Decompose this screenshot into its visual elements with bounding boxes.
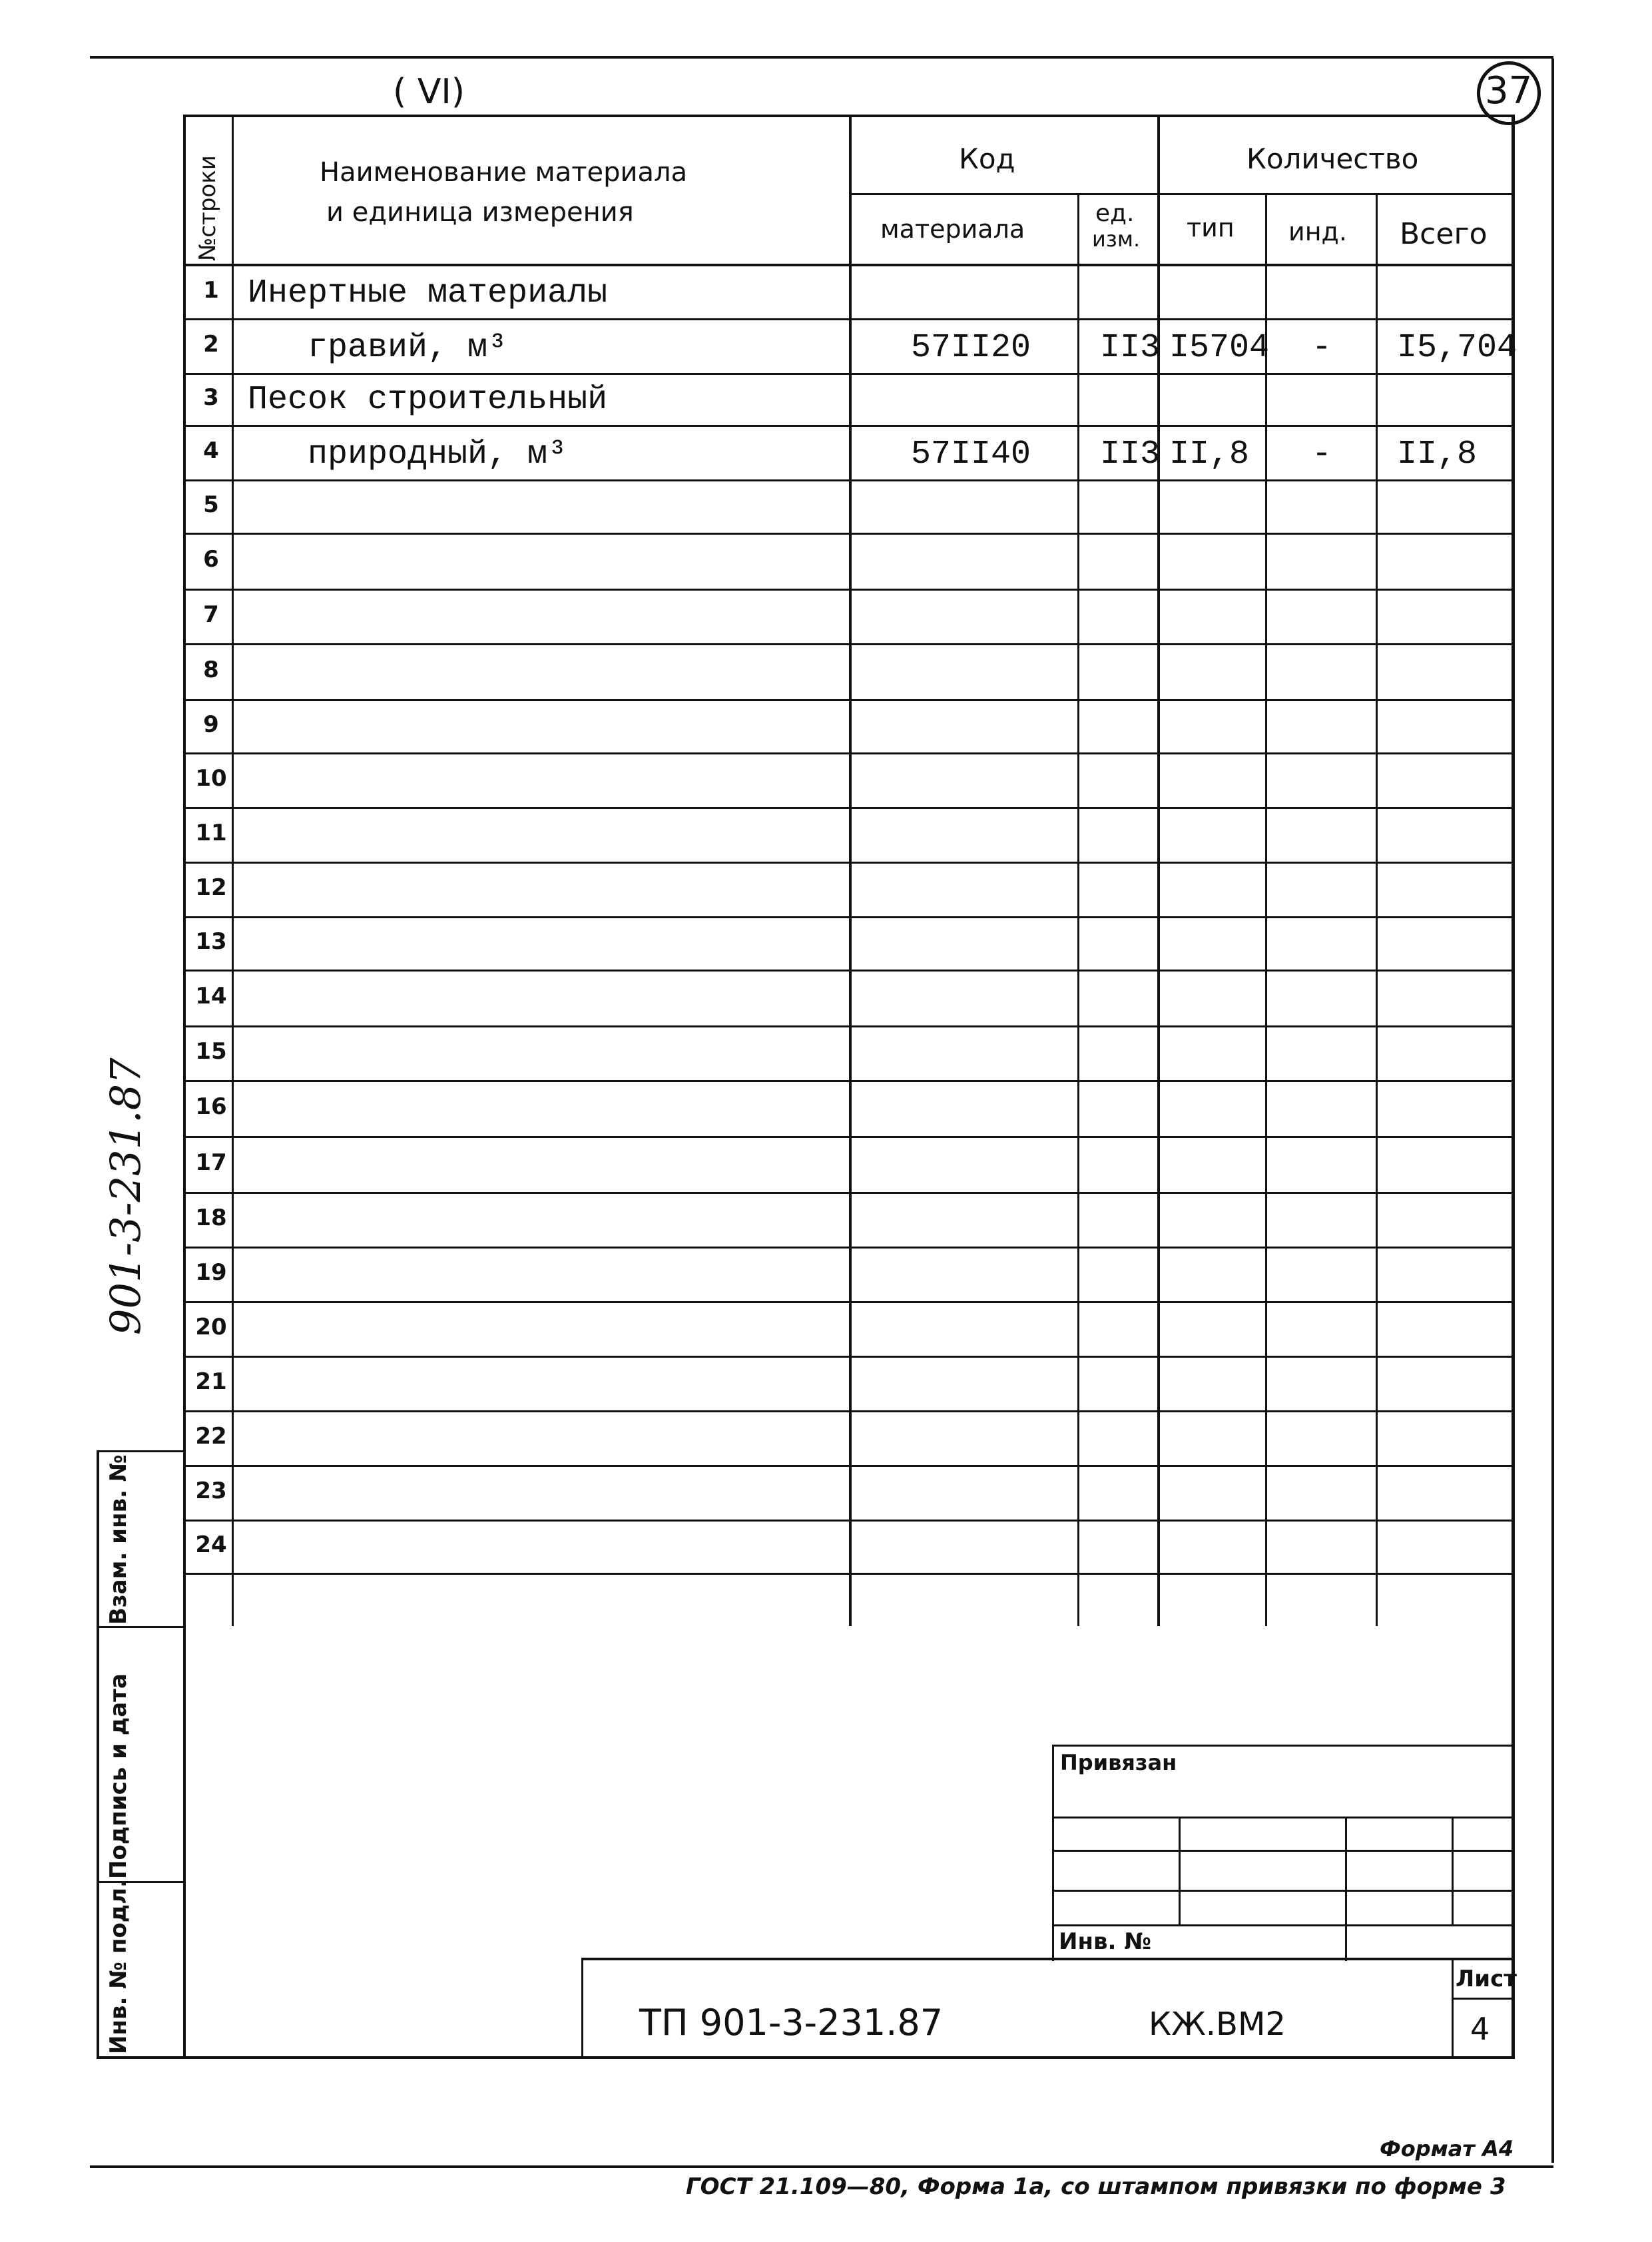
row-divider — [183, 1465, 1512, 1467]
cell-unit: II3 — [1100, 435, 1161, 473]
row-number: 18 — [195, 1205, 227, 1231]
row-divider — [183, 699, 1512, 701]
side-inv-podl: Инв. № подл. — [105, 1878, 132, 2054]
row-number: 12 — [195, 874, 227, 901]
stamp-doc-code: ТП 901-3-231.87 — [639, 2002, 944, 2044]
side-handwritten-code: 901-3-231.87 — [101, 1057, 150, 1335]
cell-name: Инертные материалы — [248, 274, 608, 312]
cell-type: I5704 — [1169, 329, 1270, 367]
cell-type: II,8 — [1169, 435, 1250, 473]
page-number: 37 — [1485, 69, 1533, 113]
header-code-unit-1: ед. — [1095, 200, 1135, 227]
row-divider — [183, 318, 1512, 320]
row-number: 15 — [195, 1038, 227, 1065]
row-divider — [183, 1136, 1512, 1138]
row-divider — [183, 643, 1512, 645]
row-divider — [183, 1192, 1512, 1194]
row-divider — [183, 1301, 1512, 1303]
header-row-number: №строки — [194, 155, 221, 261]
header-code-unit-2: изм. — [1092, 226, 1141, 252]
header-name-line1: Наименование материала — [320, 157, 688, 188]
row-divider — [183, 1573, 1512, 1575]
row-number: 21 — [195, 1368, 227, 1395]
cell-code: 57II20 — [911, 329, 1031, 367]
footer-format: Формат А4 — [1380, 2136, 1514, 2161]
cell-ind: - — [1312, 435, 1332, 473]
row-divider — [183, 752, 1512, 754]
top-label: ( VI) — [393, 72, 465, 112]
stamp-list-label: Лист — [1456, 1966, 1517, 1992]
row-number: 16 — [195, 1093, 227, 1120]
row-divider — [183, 1080, 1512, 1082]
footer-gost: ГОСТ 21.109—80, Форма 1а, со штампом привязки по форме 3 — [686, 2173, 1506, 2200]
row-number: 19 — [195, 1259, 227, 1286]
cell-name: Песок строительный — [248, 381, 608, 419]
header-qty-type: тип — [1187, 213, 1235, 242]
stamp-inv-no: Инв. № — [1059, 1928, 1152, 1955]
stamp-list-value: 4 — [1470, 2011, 1490, 2047]
row-divider — [183, 970, 1512, 972]
row-number: 10 — [195, 765, 227, 792]
row-divider — [183, 916, 1512, 918]
stamp-privyazan: Привязан — [1060, 1750, 1177, 1775]
row-divider — [183, 1520, 1512, 1522]
cell-unit: II3 — [1100, 329, 1161, 367]
row-number: 14 — [195, 983, 227, 1009]
row-number: 17 — [195, 1149, 227, 1176]
row-number: 1 — [203, 277, 219, 304]
cell-total: I5,704 — [1397, 329, 1517, 367]
row-divider — [183, 1356, 1512, 1358]
row-divider — [183, 862, 1512, 864]
row-divider — [183, 1410, 1512, 1412]
row-divider — [183, 589, 1512, 591]
row-number: 13 — [195, 928, 227, 955]
cell-name: природный, м³ — [308, 435, 568, 473]
header-code-group: Код — [959, 142, 1015, 175]
header-qty-ind: инд. — [1288, 217, 1347, 246]
row-number: 20 — [195, 1314, 227, 1340]
side-podpis-data: Подпись и дата — [105, 1673, 132, 1879]
cell-total: II,8 — [1397, 435, 1478, 473]
side-vzam-inv: Взам. инв. № — [105, 1454, 132, 1625]
row-number: 8 — [203, 657, 219, 683]
row-number: 7 — [203, 601, 219, 628]
row-number: 11 — [195, 820, 227, 846]
row-number: 3 — [203, 384, 219, 411]
row-divider — [183, 425, 1512, 427]
row-number: 22 — [195, 1423, 227, 1450]
row-divider — [183, 1025, 1512, 1027]
row-divider — [183, 807, 1512, 809]
row-number: 2 — [203, 331, 219, 358]
row-divider — [183, 479, 1512, 481]
row-divider — [183, 373, 1512, 375]
row-number: 23 — [195, 1478, 227, 1504]
header-qty-total: Всего — [1400, 217, 1488, 251]
header-quantity-group: Количество — [1246, 142, 1419, 175]
header-code-material: материала — [880, 214, 1025, 244]
row-divider — [183, 533, 1512, 535]
stamp-doc-mark: КЖ.ВМ2 — [1149, 2006, 1286, 2043]
header-name-line2: и единица измерения — [326, 197, 634, 228]
row-number: 9 — [203, 711, 219, 738]
cell-code: 57II40 — [911, 435, 1031, 473]
row-divider — [183, 1247, 1512, 1249]
row-number: 24 — [195, 1532, 227, 1558]
row-number: 5 — [203, 491, 219, 518]
row-number: 4 — [203, 437, 219, 464]
row-number: 6 — [203, 546, 219, 573]
cell-name: гравий, м³ — [308, 329, 508, 367]
cell-ind: - — [1312, 329, 1332, 367]
